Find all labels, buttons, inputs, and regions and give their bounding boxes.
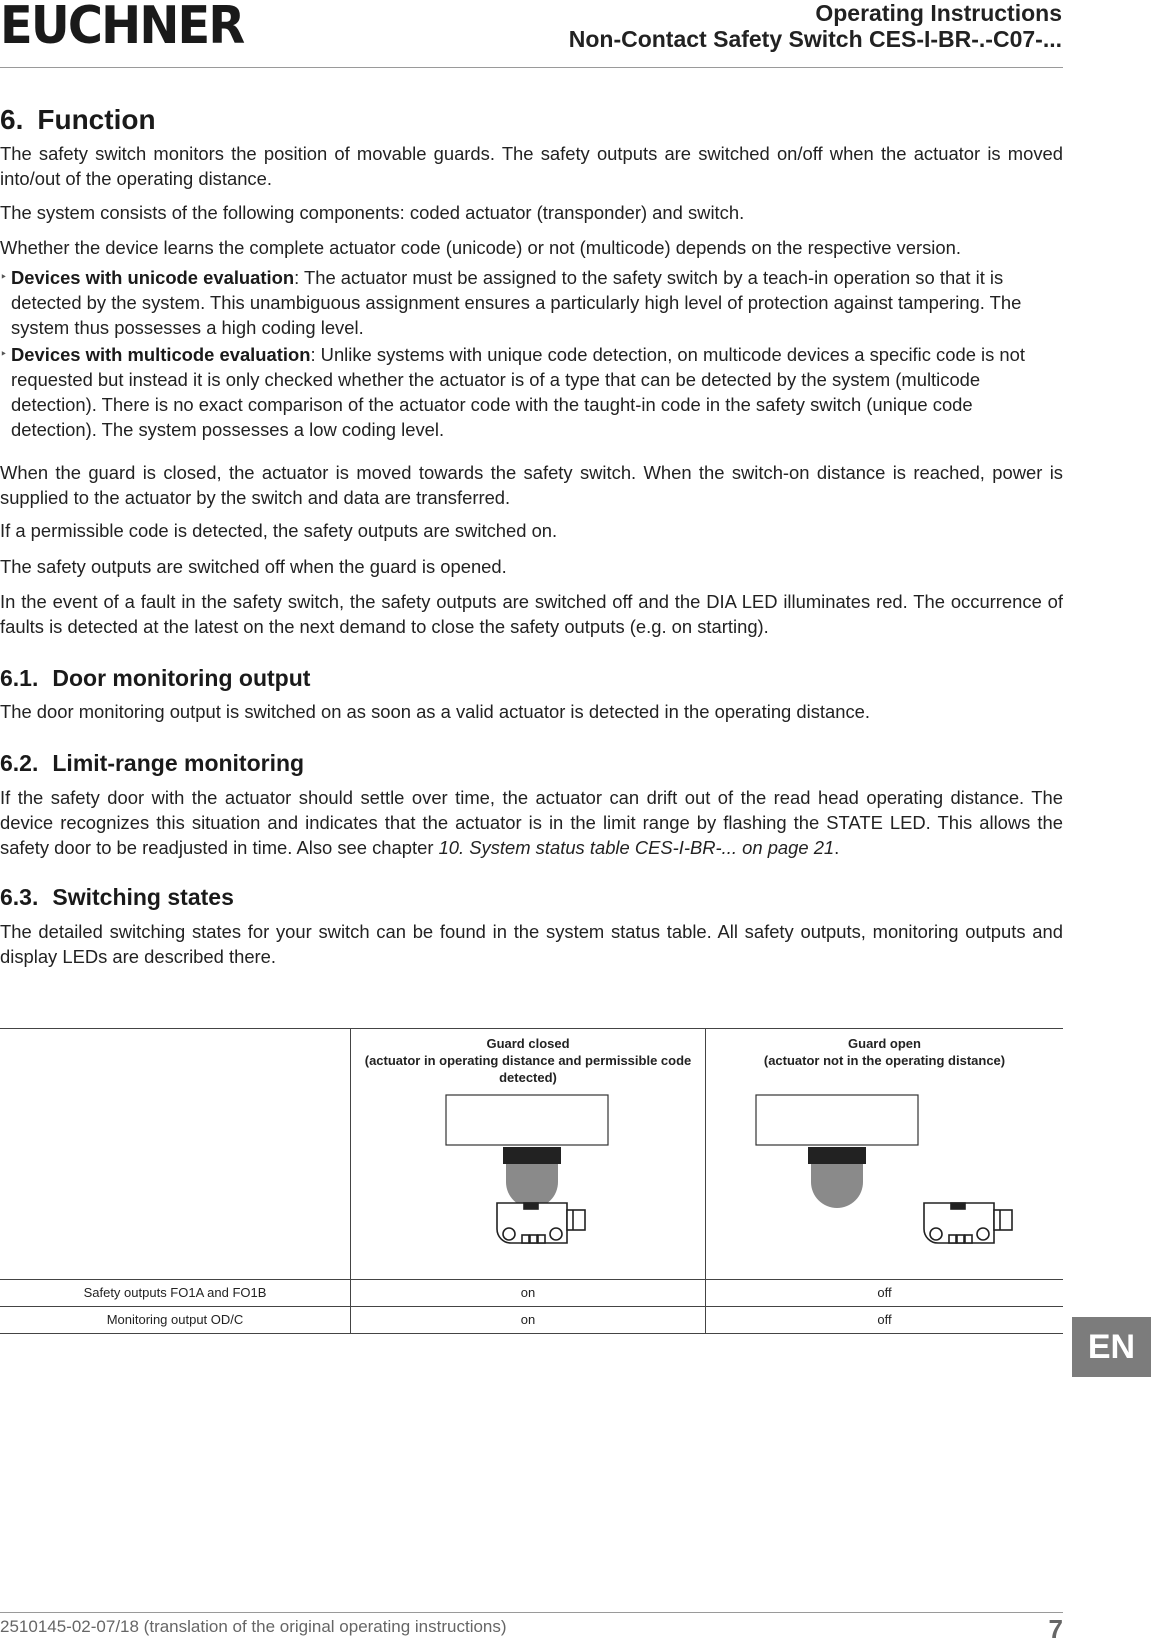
safety-switch-icon <box>924 1203 1012 1243</box>
bullet-marker: ‣ <box>0 270 8 284</box>
paragraph: The safety outputs are switched off when the guard is opened. <box>0 556 507 577</box>
chapter-reference-link[interactable]: 10. System status table CES-I-BR-... on page 21 <box>438 837 835 858</box>
door-frame <box>756 1095 918 1145</box>
page-number: 7 <box>1048 1614 1063 1644</box>
header-title-line2: Non-Contact Safety Switch CES-I-BR-.-C07-... <box>568 26 1062 52</box>
paragraph: The system consists of the following components: coded actuator (transponder) and switch. <box>0 202 745 223</box>
paragraph: In the event of a fault in the safety switch, the safety outputs are switched off and the DIA LED illuminates red. The occurrence of faults is detected at the latest on the next demand to close the safety outputs (e.g. on starting). <box>0 591 1063 637</box>
bullet-multicode: ‣ Devices with multicode evaluation: Unlike systems with unique code detection, on multicode devices a specific code is not requested but instead it is only checked whether the actuator is of a type that can be detected by the system (multicode detection). There is no exact comparison of the actuator code with the taught-in code in the safety switch (unique code detection). The system possesses a low coding level. <box>0 344 1025 440</box>
header-divider <box>0 67 1063 68</box>
euchner-logo: EUCHNER <box>0 0 244 56</box>
diagram-guard-closed <box>351 1090 705 1270</box>
section-heading-function: 6. Function <box>0 104 156 135</box>
header-title-line1: Operating Instructions <box>815 0 1062 26</box>
bullet-marker: ‣ <box>0 347 8 361</box>
row-label: Monitoring output OD/C <box>0 1307 351 1334</box>
value-closed: on <box>351 1307 706 1334</box>
door-frame <box>446 1095 608 1145</box>
footer-divider <box>0 1612 1063 1613</box>
section-heading-limit-range: 6.2. Limit-range monitoring <box>0 750 305 776</box>
switching-states-table <box>0 1028 1063 1334</box>
column-guard-closed: Guard closed (actuator in operating distance and permissible code detected) <box>351 1029 706 1280</box>
table-empty-header <box>0 1029 351 1280</box>
detection-field <box>506 1164 558 1208</box>
detection-field <box>811 1164 863 1208</box>
column-guard-open: Guard open (actuator not in the operating distance) <box>706 1029 1064 1280</box>
safety-switch-icon <box>497 1203 585 1243</box>
diagram-guard-open <box>706 1073 1063 1270</box>
bullet-unicode: ‣ Devices with unicode evaluation: The actuator must be assigned to the safety switch by a teach-in operation so that it is detected by the system. This unambiguous assignment ensures a particularly high level of protection against tampering. The system thus possesses a high coding level. <box>0 267 1022 338</box>
actuator <box>808 1147 866 1164</box>
footer-doc-reference: 2510145-02-07/18 (translation of the original operating instructions) <box>0 1617 507 1636</box>
paragraph: The detailed switching states for your switch can be found in the system status table. All safety outputs, monitoring outputs and display LEDs are described there. <box>0 921 1063 967</box>
paragraph: When the guard is closed, the actuator is moved towards the safety switch. When the switch-on distance is reached, power is supplied to the actuator by the switch and data are transferred. <box>0 462 1063 508</box>
paragraph: If a permissible code is detected, the safety outputs are switched on. <box>0 520 558 541</box>
table-row <box>0 1280 1063 1307</box>
value-open: off <box>706 1307 1064 1334</box>
table-row <box>0 1307 1063 1334</box>
language-tab[interactable]: EN <box>1072 1317 1151 1377</box>
value-closed: on <box>351 1280 706 1307</box>
paragraph: If the safety door with the actuator should settle over time, the actuator can drift out of the read head operating distance. The device recognizes this situation and indicates that the actuator is in the limit range by flashing the STATE LED. This allows the safety door to be readjusted in time. Also see chapter 10. System status table CES-I-BR-... on page 21. <box>0 787 1063 858</box>
paragraph: Whether the device learns the complete actuator code (unicode) or not (multicode) depends on the respective version. <box>0 237 961 258</box>
section-heading-switching-states: 6.3. Switching states <box>0 884 234 910</box>
paragraph: The door monitoring output is switched on as soon as a valid actuator is detected in the operating distance. <box>0 701 870 722</box>
row-label: Safety outputs FO1A and FO1B <box>0 1280 351 1307</box>
actuator <box>503 1147 561 1164</box>
paragraph: The safety switch monitors the position of movable guards. The safety outputs are switched on/off when the actuator is moved into/out of the operating distance. <box>0 143 1063 189</box>
value-open: off <box>706 1280 1064 1307</box>
section-heading-door-monitoring: 6.1. Door monitoring output <box>0 665 311 691</box>
